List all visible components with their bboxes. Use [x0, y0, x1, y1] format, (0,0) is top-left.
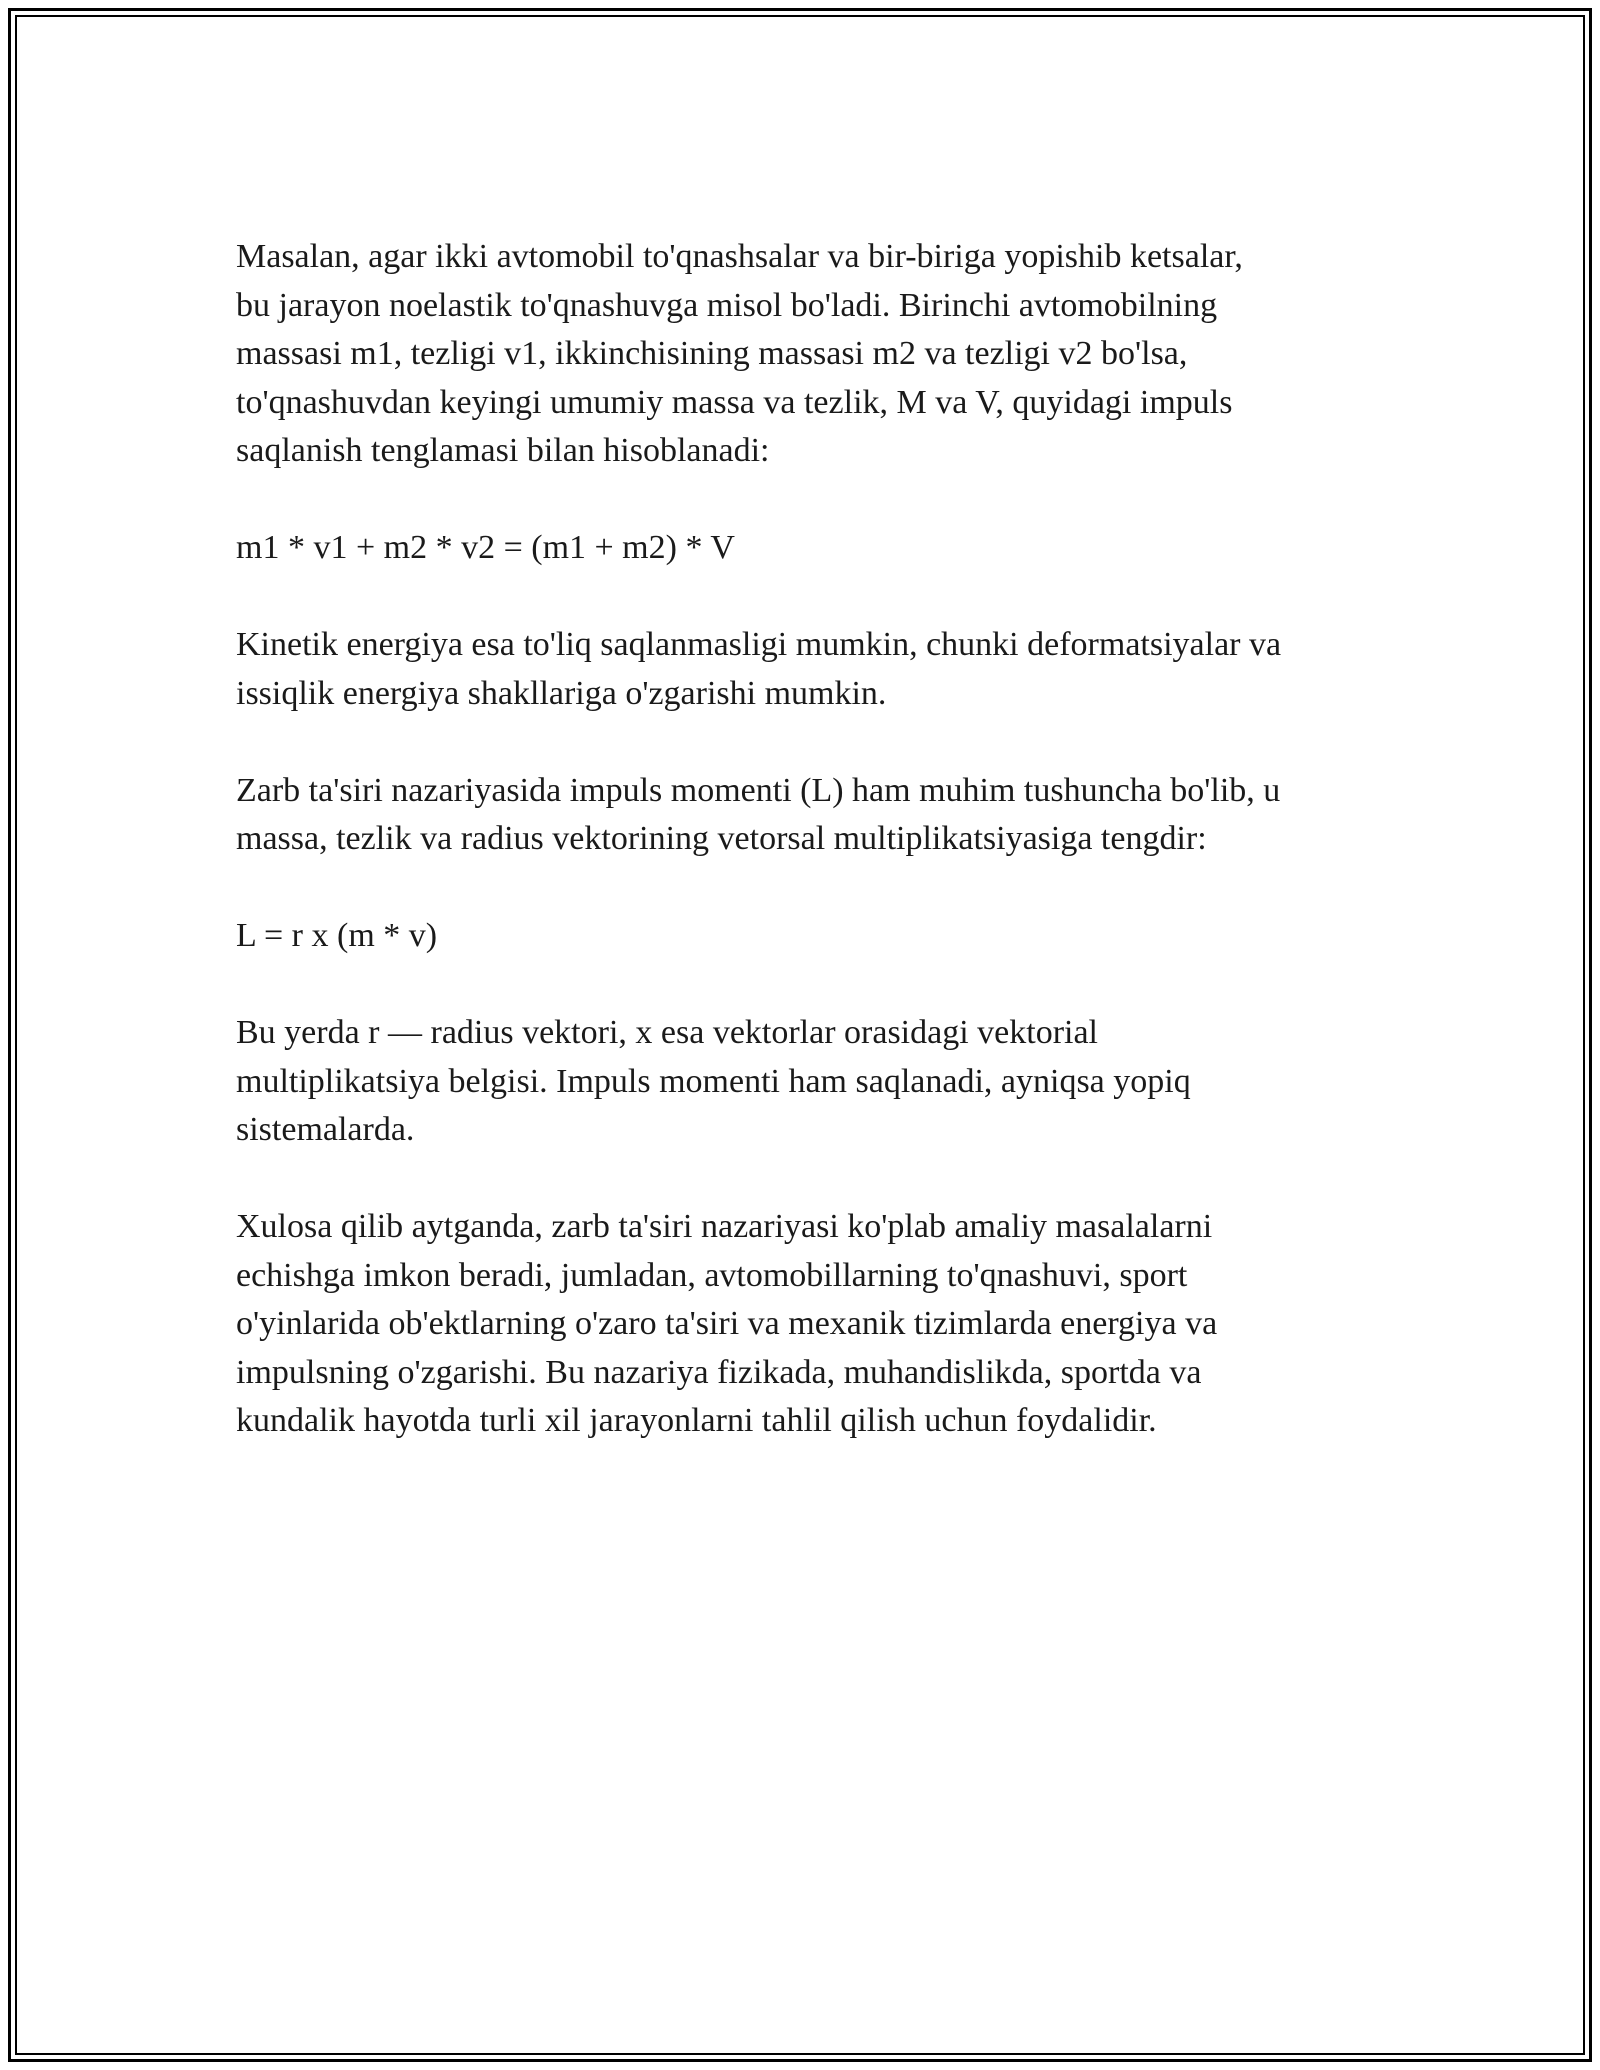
- equation-momentum-conservation: m1 * v1 + m2 * v2 = (m1 + m2) * V: [236, 529, 735, 566]
- paragraph-kinetic-energy: Kinetik energiya esa to'liq saqlanmasligi mumkin, chunki deformatsiyalar va issiqlik energiya shakllariga o'zgarishi mumkin.: [236, 626, 1282, 712]
- equation-angular-momentum: L = r x (m * v): [236, 917, 438, 954]
- paragraph-conclusion: Xulosa qilib aytganda, zarb ta'siri nazariyasi ko'plab amaliy masalalarni echishga imkon beradi, jumladan, avtomobillarning to'qnashuvi, sport o'yinlarida ob'ektlarning o'zaro ta'siri va mexanik tizimlarda energiya va impulsning o'zgarishi. Bu nazariya fizikada, muhandislikda, sportda va kundalik hayotda turli xil jarayonlarni tahlil qilish uchun foydalidir.: [236, 1208, 1218, 1439]
- paragraph-angular-momentum: Zarb ta'siri nazariyasida impuls momenti (L) ham muhim tushuncha bo'lib, u massa, tezlik va radius vektorining vetorsal multiplikatsiyasiga tengdir:: [236, 771, 1281, 857]
- paragraph-collision-example: Masalan, agar ikki avtomobil to'qnashsalar va bir-biriga yopishib ketsalar, bu jarayon noelastik to'qnashuvga misol bo'ladi. Birinchi avtomobilning massasi m1, tezligi v1, ikkinchisining massasi m2 va tezligi v2 bo'lsa, to'qnashuvdan keyingi umumiy massa va tezlik, M va V, quyidagi impuls saqlanish tenglamasi bilan hisoblanadi:: [236, 238, 1243, 469]
- paragraph-radius-vector: Bu yerda r — radius vektori, x esa vektorlar orasidagi vektorial multiplikatsiya belgisi. Impuls momenti ham saqlanadi, ayniqsa yopiq sistemalarda.: [236, 1014, 1191, 1148]
- document-body: [236, 233, 1376, 1446]
